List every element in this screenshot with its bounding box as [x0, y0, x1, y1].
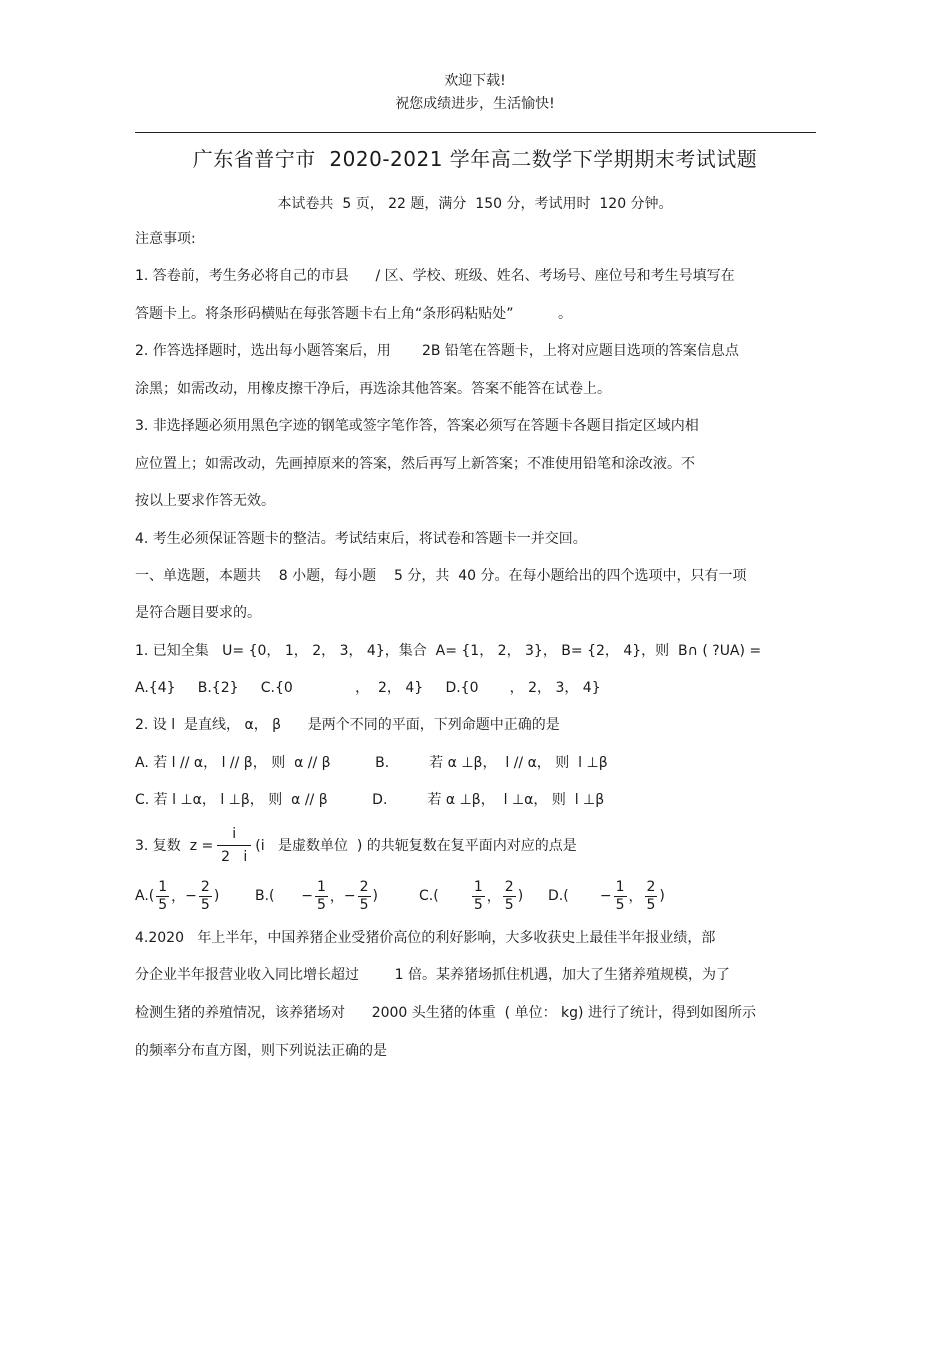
- q3-suffix: (i 是虚数单位 ) 的共轭复数在复平面内对应的点是: [255, 838, 577, 854]
- fraction: [614, 879, 627, 914]
- fraction: [156, 879, 169, 914]
- notice-line: 1. 答卷前，考生务必将自己的市县 / 区、学校、班级、姓名、考场号、座位号和考生号填写在: [135, 268, 735, 284]
- fraction: [472, 879, 485, 914]
- notice-line: 按以上要求作答无效。: [135, 493, 275, 509]
- section-heading: 一、单选题，本题共 8 小题，每小题 5 分，共 40 分。在每小题给出的四个选项中，只有一项: [135, 568, 747, 584]
- close-paren: ): [372, 888, 378, 904]
- q3-option-b: [255, 872, 378, 920]
- fraction-numerator: 2: [646, 878, 656, 895]
- fraction-numerator: 1: [316, 878, 326, 895]
- close-paren: ): [659, 888, 665, 904]
- q4-line: 4.2020 年上半年，中国养猪企业受猪价高位的利好影响，大多收获史上最佳半年报业绩，部: [135, 930, 716, 946]
- q3-fraction: [217, 823, 251, 868]
- q3-option-c: [419, 872, 523, 920]
- q2-stem: 2. 设 l 是直线， α， β 是两个不同的平面，下列命题中正确的是: [135, 717, 560, 733]
- q2-options-cd: C. 若 l ⊥α， l ⊥β， 则 α // β D. 若 α ⊥β， l ⊥α， 则 l ⊥β: [135, 792, 605, 808]
- notice-line: 应位置上；如需改动，先画掉原来的答案，然后再写上新答案；不准使用铅笔和涂改液。不: [135, 456, 695, 472]
- fraction-denominator: 5: [646, 896, 656, 913]
- notice-line: 4. 考生必须保证答题卡的整洁。考试结束后，将试卷和答题卡一并交回。: [135, 531, 587, 547]
- header-welcome: 欢迎下载!: [444, 73, 506, 89]
- fraction-numerator: i: [232, 825, 237, 842]
- fraction-denominator: 5: [316, 896, 326, 913]
- fraction-denominator: 5: [158, 896, 168, 913]
- notice-heading: 注意事项:: [135, 231, 196, 247]
- header-divider: [135, 132, 816, 133]
- notice-line: 涂黑；如需改动，用橡皮擦干净后，再选涂其他答案。答案不能答在试卷上。: [135, 381, 611, 397]
- separator: ，: [171, 889, 186, 905]
- fraction-numerator: 2: [504, 878, 514, 895]
- notice-line: 2. 作答选择题时，选出每小题答案后，用 2B 铅笔在答题卡，上将对应题目选项的答案信息点: [135, 343, 739, 359]
- separator: ，: [628, 889, 643, 905]
- fraction-numerator: 1: [158, 878, 168, 895]
- q1-options: A.{4} B.{2} C.{0 ， 2， 4} D.{0 ， 2， 3， 4}: [135, 680, 601, 696]
- fraction: [503, 879, 516, 914]
- sign: −: [343, 888, 356, 904]
- notice-line: 3. 非选择题必须用黑色字迹的钢笔或签字笔作答，答案必须写在答题卡各题目指定区域内相: [135, 418, 699, 434]
- sign: −: [185, 888, 197, 904]
- option-label: A.(: [135, 888, 155, 904]
- fraction: [645, 879, 658, 914]
- close-paren: ): [213, 888, 220, 904]
- fraction-numerator: 1: [473, 878, 483, 895]
- separator: ，: [329, 889, 344, 905]
- q3-prefix: 3. 复数 z =: [135, 838, 214, 854]
- q3-options: [135, 872, 835, 920]
- fraction-denominator: 5: [359, 896, 369, 913]
- q4-line: 检测生猪的养殖情况，该养猪场对 2000 头生猪的体重 ( 单位： kg) 进行了统计，得到如图所示: [135, 1005, 756, 1021]
- notice-line: 答题卡上。将条形码横贴在每张答题卡右上角“条形码粘贴处” 。: [135, 306, 573, 322]
- header-wish: 祝您成绩进步，生活愉快!: [395, 96, 555, 112]
- separator: ，: [486, 889, 501, 905]
- q2-options-ab: A. 若 l // α， l // β， 则 α // β B. 若 α ⊥β， l // α， 则 l ⊥β: [135, 755, 608, 771]
- q3-stem: [135, 822, 577, 868]
- sign: −: [599, 888, 612, 904]
- q4-line: 分企业半年报营业收入同比增长超过 1 倍。某养猪场抓住机遇，加大了生猪养殖规模，为了: [135, 967, 730, 983]
- fraction-denominator: 5: [615, 896, 625, 913]
- section-heading: 是符合题目要求的。: [135, 605, 261, 621]
- fraction: [199, 879, 212, 914]
- fraction-denominator: 5: [473, 896, 483, 913]
- q3-option-d: [548, 872, 665, 920]
- sign: −: [301, 888, 313, 904]
- q3-option-a: [135, 872, 219, 920]
- fraction-denominator: 5: [200, 896, 210, 913]
- fraction: [358, 879, 371, 914]
- q4-line: 的频率分布直方图，则下列说法正确的是: [135, 1043, 387, 1059]
- fraction-numerator: 2: [359, 878, 369, 895]
- option-label: C.(: [419, 888, 470, 904]
- fraction-numerator: 2: [200, 878, 210, 895]
- page-title: 广东省普宁市 2020-2021 学年高二数学下学期期末考试试题: [192, 147, 758, 171]
- fraction-denominator: 5: [504, 896, 514, 913]
- option-label: D.(: [548, 888, 600, 904]
- exam-info: 本试卷共 5 页， 22 题，满分 150 分，考试用时 120 分钟。: [277, 196, 673, 212]
- q1-stem: 1. 已知全集 U= {0， 1， 2， 3， 4}，集合 A= {1， 2， 3}， B= {2， 4}，则 B∩ ( ?UA) =: [135, 643, 762, 659]
- option-label: B.(: [255, 888, 302, 904]
- fraction-denominator: 2 i: [221, 848, 248, 865]
- fraction-numerator: 1: [615, 878, 625, 895]
- close-paren: ): [517, 888, 524, 904]
- fraction: [315, 879, 328, 914]
